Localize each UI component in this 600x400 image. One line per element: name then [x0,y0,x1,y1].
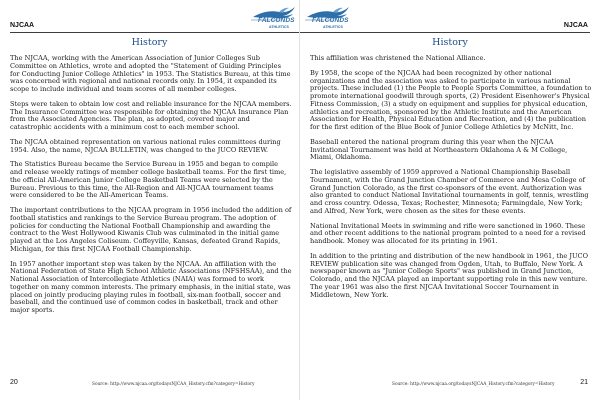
falcon-logo [249,3,297,31]
logo-subtitle: ATHLETICS [269,25,289,29]
header-label: NJCAA [10,22,35,29]
paragraph: Baseball entered the national program during this year when the NJCAA Invitational Tournament was held at Northeastern Oklahoma A & M College, Miami, Oklahoma. [310,137,568,162]
logo-subtitle: ATHLETICS [323,25,343,29]
paragraph: In addition to the printing and distribution of the new handbook in 1961, the JUCO REVIEW publication site was changed from Ogden, Utah, to Buffalo, New York. A newspaper known as "Junior College Sports" was published in Grand Junction, Colorado, and the NJCAA played an important supporting role in this new venture. The year 1961 was also the first NJCAA Invitational Soccer Tournament in Middletown, New York. [310,251,588,299]
page-number: 20 [10,379,18,386]
page-body [10,55,292,322]
right-page [300,0,600,400]
paragraph: The legislative assembly of 1959 approved a National Championship Baseball Tournament, with the Grand Junction Chamber of Commerce and Mesa College of Grand Junction Colorado, as the first co-sponsors of the event. Authorization was also granted to conduct National Invitational tournaments in golf, tennis, wrestling and cross country. Odessa, Texas; Rochester, Minnesota; Farmingdale, New York; and Alfred, New York, were chosen as the sites for these events. [310,168,589,215]
paragraph: The important contributions to the NJCAA program in 1956 included the addition of football statistics and rankings to the Service Bureau program. The adoption of policies for conducting the National Football Championship and awarding the contract to the West Hollywood Kiwanis Club was culminated in the initial game played at the Los Angeles Coliseum. Coffeyville, Kansas, defeated Grand Rapids, Michigan, for this first NJCAA Football Championship. [10,206,292,253]
source-footer: Source: http://www.njcaa.org/todaysNJCAA_History.cfm?category=History [392,382,555,387]
paragraph: In 1957 another important step was taken by the NJCAA. An affiliation with the National Federation of State High School Athletic Associations (NFSHSAA), and the National Association of Intercollegiate Athletics (NAIA) was formed to work together on many common interests. The primary emphasis, in the initial state, was placed on jointly producing playing rules in football, six-man football, soccer and baseball, and the continued use of common codes in basketball, track and other major sports. [10,259,292,314]
header-rule [10,32,299,33]
paragraph: Steps were taken to obtain low cost and reliable insurance for the NJCAA members. The Insurance Committee was responsible for obtaining the NJCAA Insurance Plan from the Associated Agencies. The plan, as adopted, covered major and catastrophic accidents with a minimum cost to each member school. [10,99,292,131]
page-header [0,0,299,33]
page-body [310,55,592,306]
page-number: 21 [580,379,588,386]
paragraph: This affiliation was christened the National Alliance. [310,54,486,62]
page-title: History [131,37,168,48]
paragraph: By 1958, the scope of the NJCAA had been recognized by other national organizations and the association was asked to participate in various national projects. These included (1) the People to People Sports Committee, a foundation to promote international goodwill through sports, (2) President Eisenhower's Physical Fitness Commission, (3) a study on equipment and supplies for physical education, athletics and recreation, sponsored by the Athletic Institute and the American Association for Health, Physical Education and Recreation, and (4) the publication for the first edition of the Blue Book of Junior College Athletics by McNitt, Inc. [310,68,592,131]
falcon-logo [303,3,351,31]
paragraph: The NJCAA obtained representation on various national rules committees during 1954. Also, the name, NJCAA BULLETIN, was changed to the JUCO REVIEW. [10,137,281,154]
page-header [300,0,600,33]
paragraph: The Statistics Bureau became the Service Bureau in 1955 and began to compile and release weekly ratings of member college basketball teams. For the first time, the official All-American Junior College Basketball Teams were selected by the Bureau. Previous to this time, the All-Region and All-NJCAA tournament teams were considered to be the All-American Teams. [10,160,287,200]
paragraph: The NJCAA, working with the American Association of Junior Colleges Sub Committee on Athletics, wrote and adopted the "Statement of Guiding Principles for Conducting Junior College Athletics" in 1953. The Statistics Bureau, at this time was concerned with regional and national records only. In 1954, it expanded its scope to include individual and team scores of all member colleges. [10,54,291,93]
header-label: NJCAA [563,22,588,29]
logo-wordmark: FALCONDS [312,17,349,24]
source-footer: Source: http://www.njcaa.org/todaysNJCAA_History.cfm?category=History [92,382,255,387]
page-title: History [432,37,468,48]
header-rule [300,32,590,33]
paragraph: National Invitational Meets in swimming and rifle were sanctioned in 1960. These and other recent additions to the national program pointed to a need for a revised handbook. Money was allocated for its printing in 1961. [310,221,586,245]
logo-wordmark: FALCONDS [258,17,295,24]
